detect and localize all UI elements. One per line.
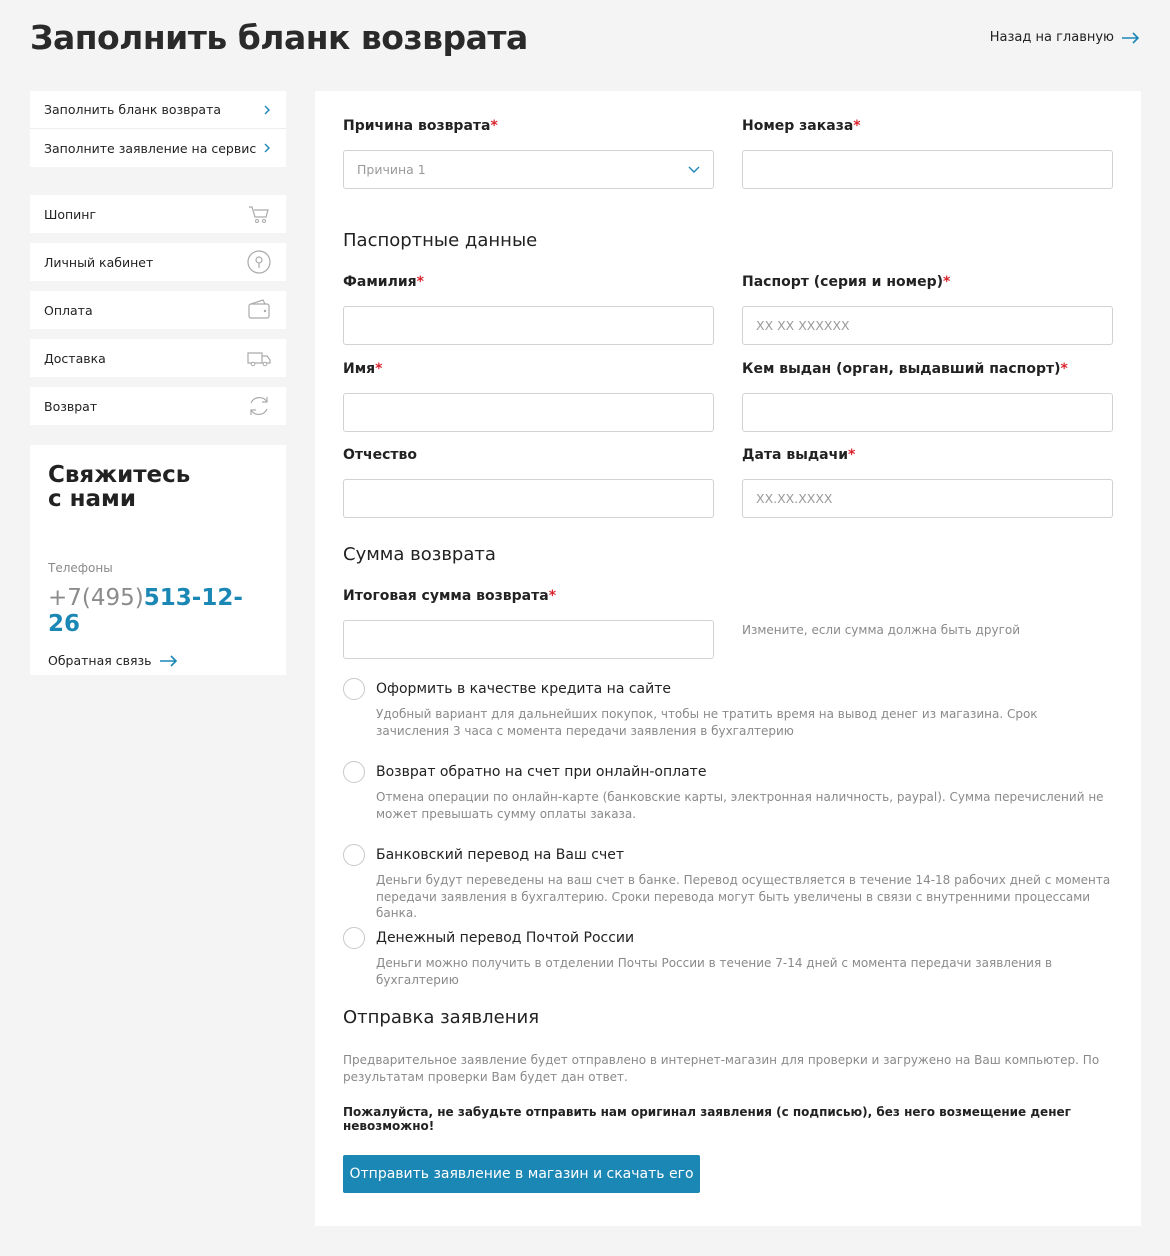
page-title: Заполнить бланк возврата bbox=[30, 18, 528, 57]
issue-date-label: Дата выдачи* bbox=[742, 447, 856, 463]
phone-prefix: +7(495) bbox=[48, 585, 144, 611]
radio-label: Банковский перевод на Ваш счет bbox=[376, 847, 624, 863]
submit-note: Предварительное заявление будет отправлено в интернет-магазин для проверки и загружено на Ваш компьютер. По результатам проверки Вам будет дан ответ. bbox=[343, 1053, 1100, 1084]
cart-icon bbox=[246, 201, 272, 227]
contact-title-line2: с нами bbox=[48, 486, 136, 512]
refund-option-bank-transfer bbox=[343, 844, 1113, 922]
phones-label: Телефоны bbox=[48, 561, 113, 575]
radio-description: Деньги можно получить в отделении Почты России в течение 7-14 дней с момента передачи заявления в бухгалтерию bbox=[376, 956, 1053, 987]
radio-description: Деньги будут переведены на ваш счет в банке. Перевод осуществляется в течение 14-18 рабочих дней с момента передачи заявления в бухгалтерию. Сроки перевода могут быть увеличены в связи с внутренними процессами банка. bbox=[376, 873, 1111, 920]
arrow-right-icon bbox=[160, 655, 178, 667]
submit-warning: Пожалуйста, не забудьте отправить нам оригинал заявления (с подписью), без него возмещение денег невозможно! bbox=[343, 1105, 1071, 1133]
chevron-down-icon bbox=[688, 166, 700, 174]
contact-title bbox=[48, 463, 268, 511]
order-number-field bbox=[742, 118, 1113, 189]
order-number-input[interactable] bbox=[742, 150, 1113, 189]
sidebar-nav bbox=[30, 91, 286, 167]
first-name-input[interactable] bbox=[343, 393, 714, 432]
patronymic-input[interactable] bbox=[343, 479, 714, 518]
sidebar-nav-label: Заполните заявление на сервис bbox=[44, 140, 257, 156]
sidebar-nav-return-form[interactable] bbox=[30, 91, 286, 129]
sidebar-item-account[interactable] bbox=[30, 243, 286, 281]
issue-date-input[interactable] bbox=[742, 479, 1113, 518]
first-name-field bbox=[343, 361, 714, 432]
feedback-link[interactable] bbox=[48, 653, 268, 668]
radio-label: Возврат обратно на счет при онлайн-оплате bbox=[376, 764, 707, 780]
contact-card bbox=[30, 445, 286, 675]
amount-section-title: Сумма возврата bbox=[343, 544, 496, 565]
radio-button[interactable] bbox=[343, 678, 365, 700]
reason-selected-value: Причина 1 bbox=[357, 162, 426, 177]
feedback-label: Обратная связь bbox=[48, 653, 152, 668]
last-name-field bbox=[343, 274, 714, 345]
wallet-icon bbox=[246, 297, 272, 323]
radio-button[interactable] bbox=[343, 927, 365, 949]
issue-date-field bbox=[742, 447, 1113, 518]
total-amount-label: Итоговая сумма возврата* bbox=[343, 588, 557, 604]
chevron-right-icon bbox=[262, 143, 272, 153]
sidebar bbox=[30, 91, 286, 675]
amount-hint: Измените, если сумма должна быть другой bbox=[742, 623, 1021, 637]
sidebar-item-label: Возврат bbox=[44, 398, 98, 414]
reason-label: Причина возврата* bbox=[343, 118, 498, 134]
total-amount-field bbox=[343, 588, 714, 659]
lock-icon bbox=[246, 249, 272, 275]
patronymic-label: Отчество bbox=[343, 447, 418, 463]
passport-input[interactable] bbox=[742, 306, 1113, 345]
order-number-label: Номер заказа* bbox=[742, 118, 861, 134]
phone-main: 513-12-26 bbox=[48, 585, 243, 637]
phone-number[interactable] bbox=[48, 585, 268, 637]
total-amount-input[interactable] bbox=[343, 620, 714, 659]
sidebar-item-label: Доставка bbox=[44, 350, 106, 366]
issue-date-placeholder: XX.XX.XXXX bbox=[756, 491, 833, 506]
sidebar-item-shopping[interactable] bbox=[30, 195, 286, 233]
passport-label: Паспорт (серия и номер)* bbox=[742, 274, 951, 290]
chevron-right-icon bbox=[262, 105, 272, 115]
radio-description: Отмена операции по онлайн-карте (банковские карты, электронная наличность, paypal). Сумма перечислений не может превышать сумму оплаты заказа. bbox=[376, 790, 1104, 821]
passport-section-title: Паспортные данные bbox=[343, 230, 538, 251]
reason-field bbox=[343, 118, 714, 189]
sidebar-item-label: Оплата bbox=[44, 302, 93, 318]
issued-by-field bbox=[742, 361, 1113, 432]
refund-option-site-credit bbox=[343, 678, 1113, 739]
radio-label: Оформить в качестве кредита на сайте bbox=[376, 681, 671, 697]
sidebar-nav-label: Заполнить бланк возврата bbox=[44, 102, 222, 117]
radio-button[interactable] bbox=[343, 761, 365, 783]
sidebar-item-payment[interactable] bbox=[30, 291, 286, 329]
refresh-icon bbox=[246, 393, 272, 419]
sidebar-item-return[interactable] bbox=[30, 387, 286, 425]
contact-title-line1: Свяжитесь bbox=[48, 462, 191, 488]
submit-section-title: Отправка заявления bbox=[343, 1007, 540, 1028]
sidebar-item-label: Личный кабинет bbox=[44, 254, 154, 270]
radio-label: Денежный перевод Почтой России bbox=[376, 930, 635, 946]
radio-description: Удобный вариант для дальнейших покупок, чтобы не тратить время на вывод денег из магазина. Срок зачисления 3 часа с момента передачи заявления в бухгалтерию bbox=[376, 707, 1038, 738]
back-to-home-link[interactable] bbox=[990, 30, 1140, 45]
issued-by-input[interactable] bbox=[742, 393, 1113, 432]
passport-placeholder: XX XX XXXXXX bbox=[756, 318, 850, 333]
arrow-right-icon bbox=[1122, 32, 1140, 44]
patronymic-field bbox=[343, 447, 714, 518]
last-name-input[interactable] bbox=[343, 306, 714, 345]
sidebar-item-delivery[interactable] bbox=[30, 339, 286, 377]
truck-icon bbox=[246, 345, 272, 371]
issued-by-label: Кем выдан (орган, выдавший паспорт)* bbox=[742, 361, 1068, 377]
back-link-label: Назад на главную bbox=[989, 30, 1114, 45]
radio-button[interactable] bbox=[343, 844, 365, 866]
return-form-panel bbox=[315, 91, 1141, 1226]
refund-option-post-transfer bbox=[343, 927, 1113, 988]
sidebar-nav-service-form[interactable] bbox=[30, 129, 286, 167]
last-name-label: Фамилия* bbox=[343, 274, 424, 290]
reason-select[interactable] bbox=[343, 150, 714, 189]
refund-option-online-payment bbox=[343, 761, 1113, 822]
sidebar-item-label: Шопинг bbox=[44, 206, 97, 222]
passport-field bbox=[742, 274, 1113, 345]
submit-button[interactable]: Отправить заявление в магазин и скачать его bbox=[343, 1155, 700, 1193]
first-name-label: Имя* bbox=[343, 361, 383, 377]
